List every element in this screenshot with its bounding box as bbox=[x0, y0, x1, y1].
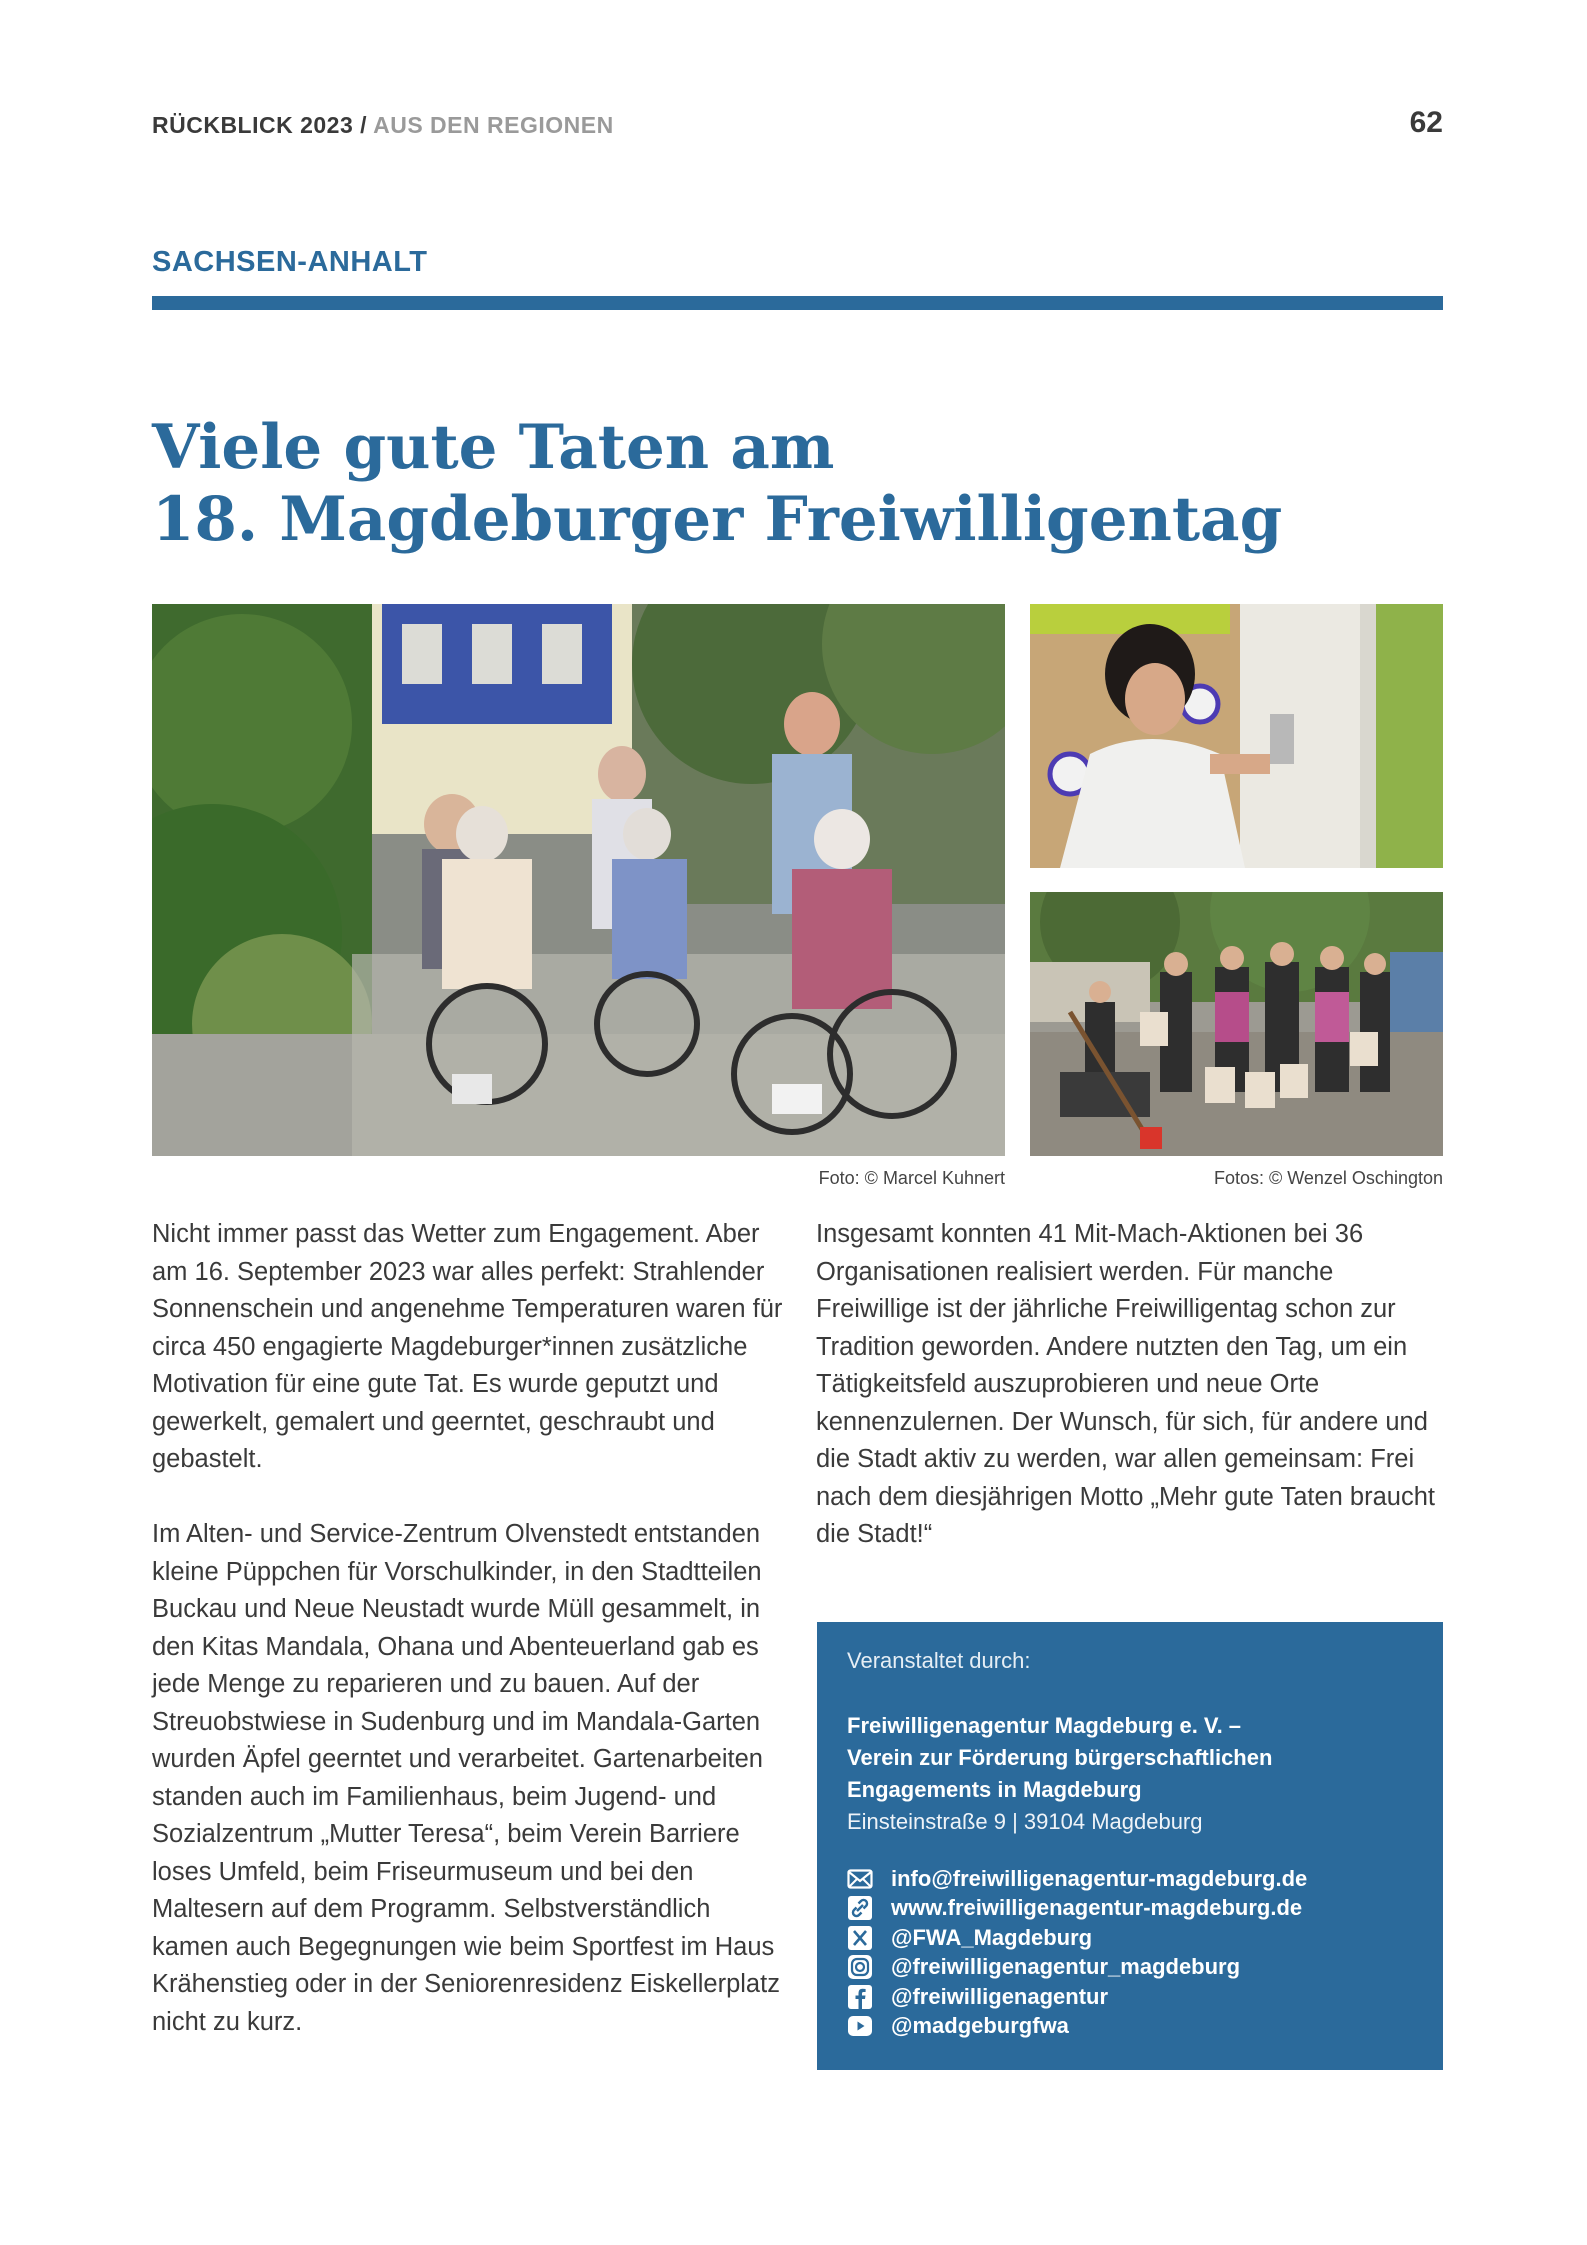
paragraph: Insgesamt konnten 41 Mit-Mach-Aktionen bei 36 Organisationen realisiert werden. Für manche Freiwillige ist der jährliche Freiwilligentag schon zur Tradition geworden. Andere nutzten den Tag, um ein Tätigkeitsfeld auszuprobieren und neue Orte kennenzulernen. Der Wunsch, für sich, für andere und die Stadt aktiv zu werden, war allen gemeinsam: Frei nach dem diesjährigen Motto „Mehr gute Taten braucht die Stadt!“ bbox=[816, 1220, 1435, 1548]
mail-icon bbox=[847, 1866, 873, 1892]
contact-email[interactable] bbox=[847, 1864, 1413, 1894]
photo-door-repair bbox=[1030, 604, 1443, 868]
photo-seniors-outing bbox=[152, 604, 1005, 1156]
running-header bbox=[152, 112, 614, 139]
header-separator: / bbox=[353, 112, 374, 138]
youtube-icon bbox=[847, 2013, 873, 2039]
contact-instagram-text[interactable]: @freiwilligenagentur_magdeburg bbox=[891, 1954, 1241, 1980]
contact-youtube-text[interactable]: @madgeburgfwa bbox=[891, 2013, 1069, 2039]
paragraph: Nicht immer passt das Wetter zum Engagement. Aber am 16. September 2023 war alles perfekt: Strahlender Sonnenschein und angenehme Temperaturen waren für circa 450 engagierte Magdeburger*innen zusätzliche Motivation für eine gute Tat. Es wurde geputzt und gewerkelt, gemalert und geerntet, geschraubt und gebastelt. bbox=[152, 1220, 783, 1473]
contact-x[interactable] bbox=[847, 1923, 1413, 1953]
x-icon bbox=[847, 1925, 873, 1951]
body-column-right bbox=[816, 1216, 1446, 1554]
contact-email-text[interactable]: info@freiwilligenagentur-magdeburg.de bbox=[891, 1865, 1308, 1891]
contact-x-text[interactable]: @FWA_Magdeburg bbox=[891, 1924, 1093, 1950]
region-divider bbox=[152, 296, 1443, 310]
header-subsection: AUS DEN REGIONEN bbox=[373, 112, 614, 138]
instagram-icon bbox=[847, 1954, 873, 1980]
contact-facebook-text[interactable]: @freiwilligenagentur bbox=[891, 1983, 1109, 2009]
photo-credit-main: Foto: © Marcel Kuhnert bbox=[818, 1168, 1005, 1188]
page-number: 62 bbox=[1409, 106, 1443, 139]
organizer-address: Einsteinstraße 9 | 39104 Magdeburg bbox=[847, 1809, 1203, 1834]
contact-website-text[interactable]: www.freiwilligenagentur-magdeburg.de bbox=[891, 1895, 1303, 1921]
contact-website[interactable] bbox=[847, 1894, 1413, 1924]
header-section: RÜCKBLICK 2023 bbox=[152, 112, 354, 138]
infobox-lead: Veranstaltet durch: bbox=[847, 1648, 1031, 1673]
body-column-left bbox=[152, 1216, 792, 2041]
photo-credit-side: Fotos: © Wenzel Oschington bbox=[1213, 1168, 1443, 1188]
photo-volunteer-group bbox=[1030, 892, 1443, 1156]
title-line-1: Viele gute Taten am bbox=[152, 412, 835, 483]
facebook-icon bbox=[847, 1984, 873, 2010]
region-heading: SACHSEN-ANHALT bbox=[152, 246, 428, 278]
paragraph: Im Alten- und Service-Zentrum Olvenstedt entstanden kleine Püppchen für Vorschulkinder, in den Stadtteilen Buckau und Neue Neustadt wurde Müll gesammelt, in den Kitas Mandala, Ohana und Abenteuerland gab es jede Menge zu reparieren und zu bauen. Auf der Streuobstwiese in Sudenburg und im Mandala-Garten wurden Äpfel geerntet und verarbeitet. Gartenarbeiten standen auch im Familienhaus, beim Jugend- und Sozialzentrum „Mutter Teresa“, beim Verein Barriere loses Umfeld, beim Friseurmuseum und bei den Maltesern auf dem Programm. Selbstverständlich kamen auch Begegnungen wie beim Sportfest im Haus Krähenstieg oder in der Seniorenresidenz Eiskellerplatz nicht zu kurz. bbox=[152, 1520, 780, 2036]
organizer-name-line-3: Engagements in Magdeburg bbox=[847, 1777, 1142, 1802]
organizer-name-line-2: Verein zur Förderung bürgerschaftlichen bbox=[847, 1745, 1273, 1770]
article-title bbox=[152, 412, 1352, 556]
contact-youtube[interactable] bbox=[847, 2012, 1413, 2042]
title-line-2: 18. Magdeburger Freiwilligentag bbox=[152, 484, 1283, 555]
link-icon bbox=[847, 1895, 873, 1921]
organizer-name-line-1: Freiwilligenagentur Magdeburg e. V. – bbox=[847, 1713, 1242, 1738]
contact-facebook[interactable] bbox=[847, 1982, 1413, 2012]
organizer-infobox bbox=[817, 1622, 1443, 2070]
contact-instagram[interactable] bbox=[847, 1953, 1413, 1983]
